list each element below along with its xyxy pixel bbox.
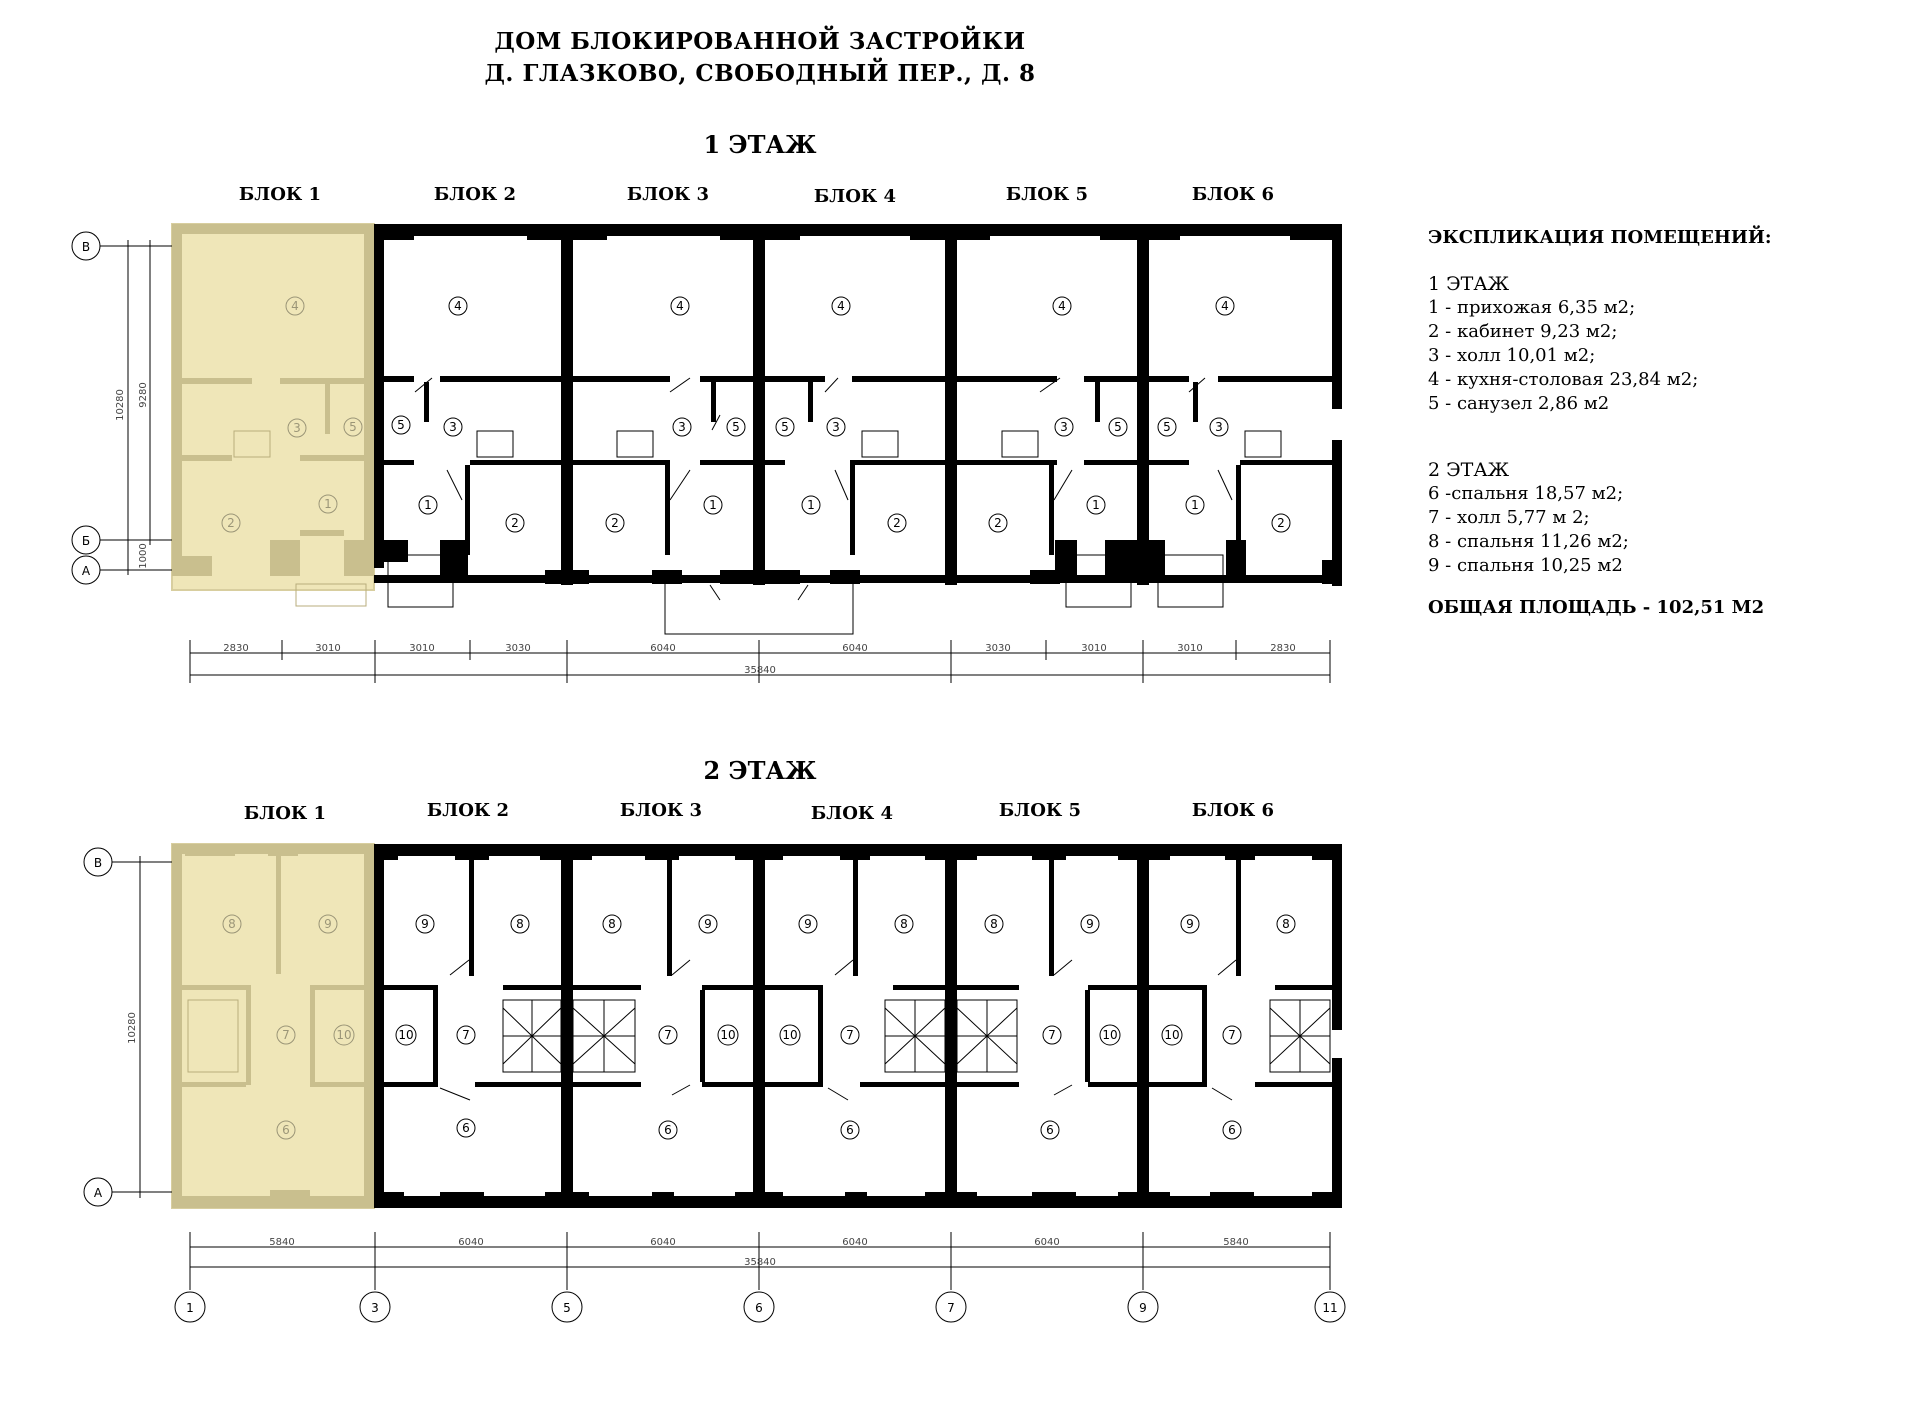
legend-item: 1 - прихожая 6,35 м2; <box>1428 297 1636 318</box>
floor2-column-axes <box>175 1292 1345 1322</box>
floor2-block1-highlight <box>172 844 374 1208</box>
floor1-block-label: БЛОК 1 <box>238 184 322 205</box>
floor1-walls <box>374 224 1342 586</box>
dimension-value: 3030 <box>505 643 531 654</box>
floor1-block-label: БЛОК 5 <box>1005 184 1089 205</box>
room-number: 10 <box>782 1028 798 1042</box>
room-number: 5 <box>1114 420 1122 434</box>
dimension-value: 6040 <box>1034 1237 1060 1248</box>
room-number: 1 <box>1191 498 1199 512</box>
column-axis-label: 11 <box>1322 1301 1338 1315</box>
room-number: 3 <box>1060 420 1068 434</box>
legend-total: ОБЩАЯ ПЛОЩАДЬ - 102,51 М2 <box>1428 597 1765 618</box>
floor1-block-label: БЛОК 2 <box>433 184 517 205</box>
room-number: 8 <box>990 917 998 931</box>
room-number: 7 <box>846 1028 854 1042</box>
legend-item: 8 - спальня 11,26 м2; <box>1428 531 1629 552</box>
room-number: 7 <box>1048 1028 1056 1042</box>
floor2-block-label: БЛОК 6 <box>1191 800 1275 821</box>
floor2-title: 2 ЭТАЖ <box>703 756 817 785</box>
room-number: 1 <box>807 498 815 512</box>
dimension-total: 35840 <box>744 1257 776 1268</box>
legend-item: 2 - кабинет 9,23 м2; <box>1428 321 1618 342</box>
room-number: 1 <box>709 498 717 512</box>
room-number: 8 <box>516 917 524 931</box>
room-number: 7 <box>282 1028 290 1042</box>
room-number: 3 <box>1215 420 1223 434</box>
room-number: 2 <box>994 516 1002 530</box>
vertical-dimension: 10280 <box>115 389 126 421</box>
floor1-row-axes <box>72 232 172 584</box>
floor1-block-label: БЛОК 6 <box>1191 184 1275 205</box>
room-number: 10 <box>336 1028 352 1042</box>
legend-floor1-title: 1 ЭТАЖ <box>1428 273 1510 295</box>
legend-item: 7 - холл 5,77 м 2; <box>1428 507 1590 528</box>
room-number: 7 <box>664 1028 672 1042</box>
room-number: 2 <box>1277 516 1285 530</box>
dimension-value: 2830 <box>1270 643 1296 654</box>
room-number: 1 <box>1092 498 1100 512</box>
room-number: 8 <box>1282 917 1290 931</box>
row-axis-label: В <box>93 856 103 870</box>
room-number: 3 <box>678 420 686 434</box>
dimension-value: 3010 <box>409 643 435 654</box>
dimension-value: 6040 <box>650 643 676 654</box>
row-axis-label: В <box>81 240 91 254</box>
floor2-block-label: БЛОК 5 <box>998 800 1082 821</box>
room-number: 5 <box>781 420 789 434</box>
room-number: 10 <box>1102 1028 1118 1042</box>
room-number: 6 <box>282 1123 290 1137</box>
legend-item: 3 - холл 10,01 м2; <box>1428 345 1596 366</box>
floor2-row-axes <box>84 848 172 1206</box>
legend-heading: ЭКСПЛИКАЦИЯ ПОМЕЩЕНИЙ: <box>1428 227 1772 248</box>
room-number: 2 <box>611 516 619 530</box>
column-axis-label: 6 <box>755 1301 763 1315</box>
room-number: 5 <box>1163 420 1171 434</box>
room-number: 3 <box>293 421 301 435</box>
floor1-plan <box>72 224 1342 683</box>
room-number: 10 <box>398 1028 414 1042</box>
floor2-dimensions <box>190 1232 1330 1290</box>
dimension-value: 3010 <box>1081 643 1107 654</box>
room-number: 4 <box>1058 299 1066 313</box>
room-number: 9 <box>1186 917 1194 931</box>
room-number: 4 <box>291 299 299 313</box>
legend-item: 4 - кухня-столовая 23,84 м2; <box>1428 369 1699 390</box>
column-axis-label: 9 <box>1139 1301 1147 1315</box>
column-axis-label: 3 <box>371 1301 379 1315</box>
dimension-value: 6040 <box>650 1237 676 1248</box>
room-number: 4 <box>676 299 684 313</box>
legend-item: 9 - спальня 10,25 м2 <box>1428 555 1623 576</box>
room-number: 9 <box>804 917 812 931</box>
dimension-value: 5840 <box>1223 1237 1249 1248</box>
dimension-value: 3030 <box>985 643 1011 654</box>
room-number: 1 <box>424 498 432 512</box>
room-number: 1 <box>324 497 332 511</box>
vertical-dimension: 1000 <box>138 543 149 569</box>
legend-item: 6 -спальня 18,57 м2; <box>1428 483 1624 504</box>
row-axis-label: А <box>93 1186 103 1200</box>
dimension-value: 6040 <box>842 1237 868 1248</box>
row-axis-label: Б <box>81 534 91 548</box>
room-number: 3 <box>449 420 457 434</box>
vertical-dimension: 10280 <box>127 1012 138 1044</box>
dimension-value: 6040 <box>842 643 868 654</box>
dimension-value: 5840 <box>269 1237 295 1248</box>
room-number: 7 <box>462 1028 470 1042</box>
legend-floor2-title: 2 ЭТАЖ <box>1428 459 1510 481</box>
column-axis-label: 1 <box>186 1301 194 1315</box>
room-number: 4 <box>454 299 462 313</box>
room-number: 9 <box>421 917 429 931</box>
dimension-value: 2830 <box>223 643 249 654</box>
room-number: 9 <box>1086 917 1094 931</box>
room-number: 10 <box>1164 1028 1180 1042</box>
room-number: 6 <box>1228 1123 1236 1137</box>
room-number: 6 <box>1046 1123 1054 1137</box>
floor2-block-label: БЛОК 4 <box>810 803 894 824</box>
title-line-2: Д. ГЛАЗКОВО, СВОБОДНЫЙ ПЕР., Д. 8 <box>484 60 1036 87</box>
floor2-walls <box>374 844 1342 1208</box>
room-number: 8 <box>608 917 616 931</box>
room-number: 6 <box>846 1123 854 1137</box>
room-number: 4 <box>1221 299 1229 313</box>
room-number: 7 <box>1228 1028 1236 1042</box>
room-number: 10 <box>720 1028 736 1042</box>
room-number: 5 <box>397 418 405 432</box>
room-number: 2 <box>227 516 235 530</box>
room-number: 6 <box>462 1121 470 1135</box>
floor1-title: 1 ЭТАЖ <box>703 130 817 159</box>
legend-item: 5 - санузел 2,86 м2 <box>1428 393 1610 414</box>
room-number: 2 <box>511 516 519 530</box>
row-axis-label: А <box>81 564 91 578</box>
room-number: 3 <box>832 420 840 434</box>
column-axis-label: 5 <box>563 1301 571 1315</box>
floor2-block-label: БЛОК 2 <box>426 800 510 821</box>
dimension-value: 3010 <box>1177 643 1203 654</box>
room-number: 6 <box>664 1123 672 1137</box>
dimension-value: 6040 <box>458 1237 484 1248</box>
room-number: 5 <box>349 420 357 434</box>
room-number: 8 <box>900 917 908 931</box>
column-axis-label: 7 <box>947 1301 955 1315</box>
room-legend <box>1428 226 1772 620</box>
vertical-dimension: 9280 <box>138 382 149 408</box>
floor1-block-label: БЛОК 4 <box>813 186 897 207</box>
dimension-total: 35840 <box>744 665 776 676</box>
room-number: 4 <box>837 299 845 313</box>
dimension-value: 3010 <box>315 643 341 654</box>
room-number: 5 <box>732 420 740 434</box>
room-number: 9 <box>704 917 712 931</box>
room-number: 2 <box>893 516 901 530</box>
floor2-block-label: БЛОК 3 <box>619 800 703 821</box>
floor1-block-label: БЛОК 3 <box>626 184 710 205</box>
room-number: 8 <box>228 917 236 931</box>
floor2-plan <box>84 844 1345 1322</box>
floor1-dimensions <box>190 640 1330 683</box>
floor2-block-label: БЛОК 1 <box>243 803 327 824</box>
room-number: 9 <box>324 917 332 931</box>
title-line-1: ДОМ БЛОКИРОВАННОЙ ЗАСТРОЙКИ <box>494 28 1026 55</box>
